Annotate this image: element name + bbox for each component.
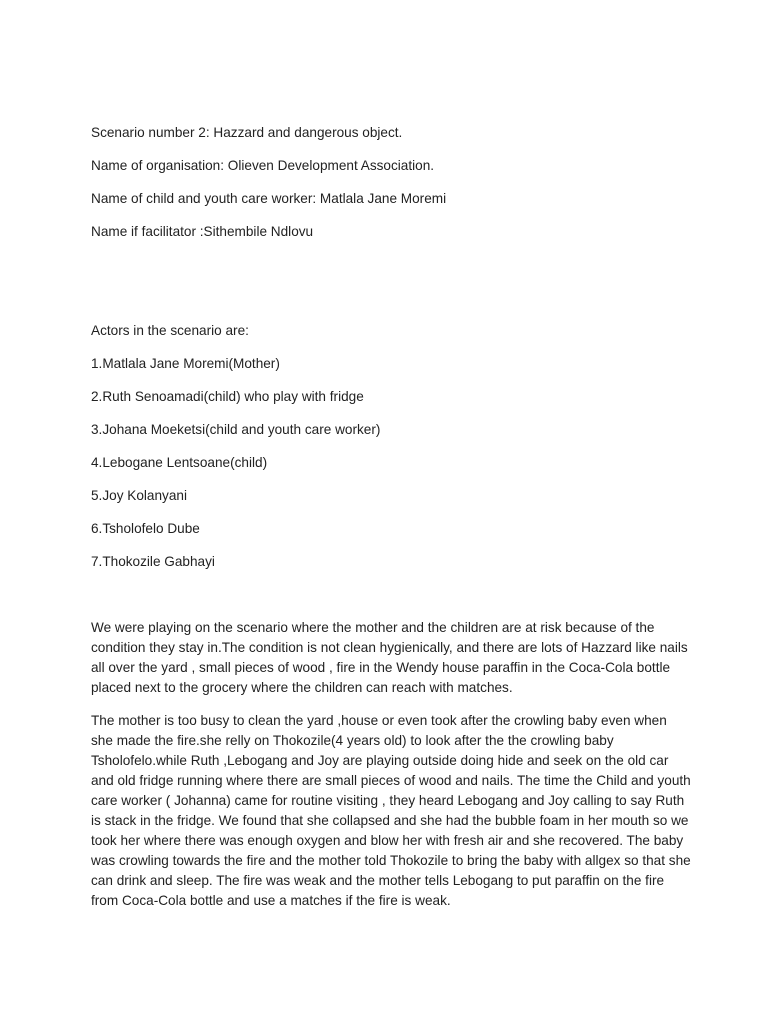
facilitator-name: Name if facilitator :Sithembile Ndlovu	[91, 224, 314, 239]
scenario-title: Scenario number 2: Hazzard and dangerous object.	[91, 125, 403, 140]
narrative-section	[91, 618, 691, 924]
actor-item: 1.Matlala Jane Moremi(Mother)	[91, 356, 280, 371]
actor-item: 6.Tsholofelo Dube	[91, 521, 200, 536]
narrative-paragraph: The mother is too busy to clean the yard ,house or even took after the crowling baby even when she made the fire.she relly on Thokozile(4 years old) to look after the the crowling baby Tsholofelo.while Ruth ,Lebogang and Joy are playing outside doing hide and seek on the old car and old fridge running where there are small pieces of wood and nails. The time the Child and youth care worker ( Johanna) came for routine visiting , they heard Lebogang and Joy calling to say Ruth is stack in the fridge. We found that she collapsed and she had the bubble foam in her mouth so we took her where there was enough oxygen and blow her with fresh air and she recovered. The baby was crowling towards the fire and the mother told Thokozile to bring the baby with allgex so that she can drink and sleep. The fire was weak and the mother tells Lebogang to put paraffin on the fire from Coca-Cola bottle and use a matches if the fire is weak.	[91, 713, 691, 908]
actor-item: 2.Ruth Senoamadi(child) who play with fridge	[91, 389, 364, 404]
actor-item: 5.Joy Kolanyani	[91, 488, 187, 503]
actor-item: 4.Lebogane Lentsoane(child)	[91, 455, 268, 470]
narrative-paragraph: We were playing on the scenario where the mother and the children are at risk because of the condition they stay in.The condition is not clean hygienically, and there are lots of Hazzard like nails all over the yard , small pieces of wood , fire in the Wendy house paraffin in the Coca-Cola bottle placed next to the grocery where the children can reach with matches.	[91, 620, 688, 695]
actors-heading: Actors in the scenario are:	[91, 323, 249, 338]
actor-item: 7.Thokozile Gabhayi	[91, 554, 215, 569]
organisation-name: Name of organisation: Olieven Development Association.	[91, 158, 435, 173]
actor-item: 3.Johana Moeketsi(child and youth care worker)	[91, 422, 381, 437]
worker-name: Name of child and youth care worker: Matlala Jane Moremi	[91, 191, 447, 206]
document-header	[91, 124, 691, 256]
actors-section	[91, 322, 691, 586]
